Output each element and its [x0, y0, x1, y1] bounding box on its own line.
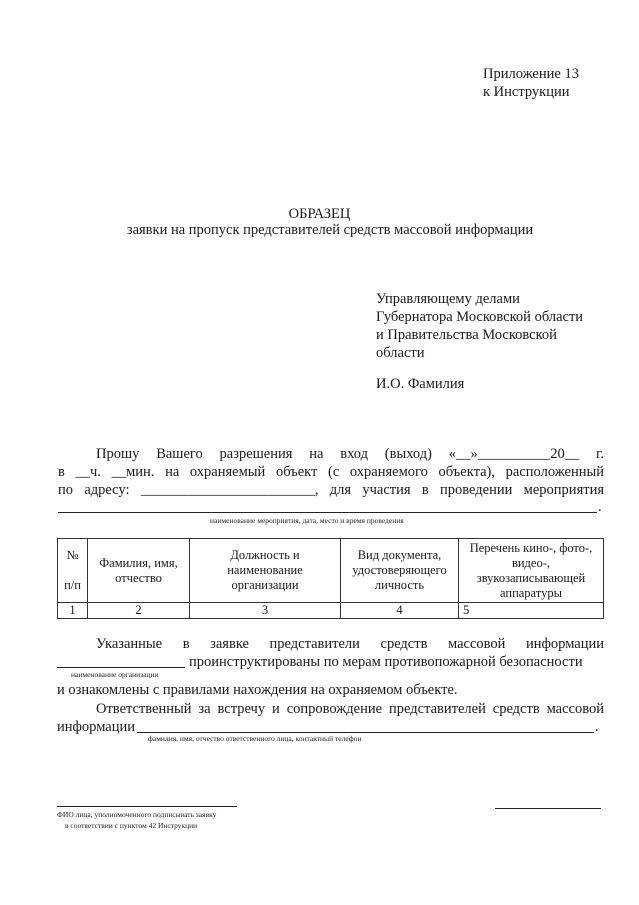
table-row — [58, 603, 604, 619]
document-title: ОБРАЗЕЦ — [288, 206, 351, 222]
signer-caption-line-1: ФИО лица, уполномоченного подписывать заявку — [57, 810, 217, 819]
responsible-line-1: Ответственный за встречу и сопровождение представителей средств массовой — [96, 701, 604, 717]
table-cell: 4 — [341, 603, 459, 619]
responsible-caption: фамилия, имя, отчество ответственного лица, контактный телефон — [148, 734, 362, 743]
table-cell: 1 — [58, 603, 88, 619]
organization-blank-line — [57, 667, 185, 668]
request-line-2: в __ч. __мин. на охраняемый объект (с охраняемого объекта), расположенный — [58, 464, 604, 480]
addressee-block — [376, 290, 616, 362]
table-header-row — [58, 539, 604, 603]
request-line-3: по адресу: ________________________, для участия в проведении мероприятия — [58, 482, 604, 498]
header-document: Вид документа, удостоверяющего личность — [341, 539, 459, 603]
header-equipment: Перечень кино-, фото-, видео-, звукозаписывающей аппаратуры — [459, 539, 604, 603]
signature-line — [495, 808, 601, 809]
document-subtitle: заявки на пропуск представителей средств массовой информации — [126, 222, 534, 238]
responsible-blank-line — [137, 732, 594, 733]
responsible-line-2: информации — [57, 719, 135, 735]
signer-caption-line-2: в соответствии с пунктом 42 Инструкции — [65, 821, 198, 830]
organization-caption: наименование организации — [71, 670, 159, 679]
instruction-line-3: и ознакомлены с правилами нахождения на охраняемом объекте. — [57, 682, 458, 698]
responsible-line-period: . — [595, 719, 599, 735]
addressee-line: Губернатора Московской области — [376, 309, 584, 325]
appendix-number: Приложение 13 — [483, 66, 579, 82]
request-line-1: Прошу Вашего разрешения на вход (выход) «__»__________20__ г. — [96, 446, 604, 462]
event-blank-line — [58, 512, 597, 513]
addressee-name: И.О. Фамилия — [376, 376, 465, 392]
table-cell: 5 — [459, 603, 604, 619]
addressee-line: и Правительства Московской — [376, 327, 557, 343]
appendix-reference: к Инструкции — [483, 84, 570, 100]
header-number: № п/п — [58, 539, 88, 603]
instruction-line-2: проинструктированы по мерам противопожарной безопасности — [189, 654, 583, 670]
addressee-line: Управляющему делами — [376, 291, 520, 307]
header-full-name: Фамилия, имя, отчество — [88, 539, 190, 603]
instruction-line-1: Указанные в заявке представители средств массовой информации — [96, 636, 604, 652]
table-cell: 2 — [88, 603, 190, 619]
header-position: Должность и наименование организации — [190, 539, 341, 603]
event-caption: наименование мероприятия, дата, место и время проведения — [210, 516, 404, 525]
signer-name-line — [57, 806, 237, 807]
addressee-line: области — [376, 345, 425, 361]
table-cell: 3 — [190, 603, 341, 619]
event-line-period: . — [598, 499, 602, 515]
participants-table — [57, 538, 604, 619]
